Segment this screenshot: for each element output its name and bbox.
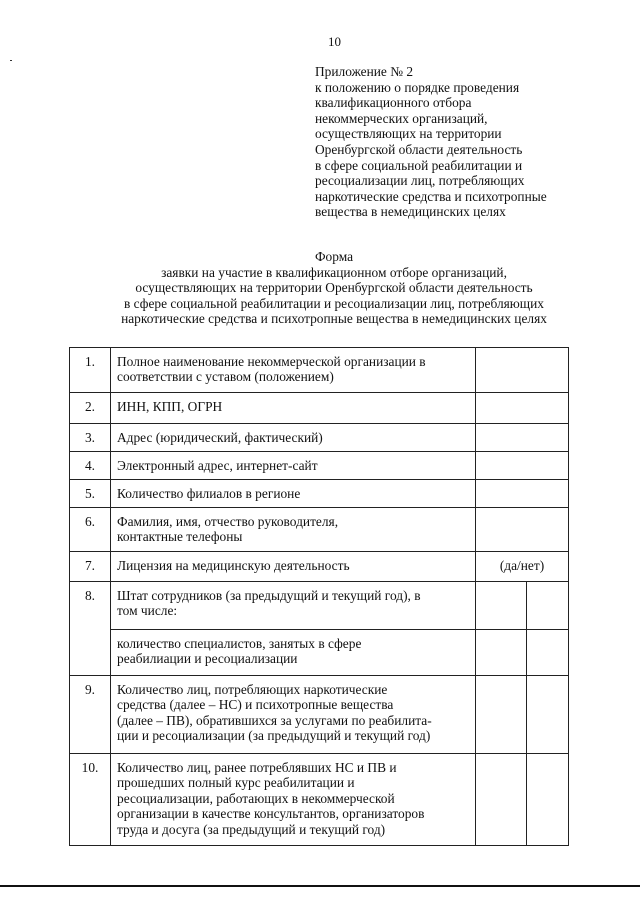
appendix-line: вещества в немедицинских целях: [315, 204, 506, 220]
row-text-line: Количество филиалов в регионе: [117, 486, 301, 501]
previous-year-cell[interactable]: [476, 754, 527, 846]
answer-cell[interactable]: [476, 348, 569, 393]
row-description: [111, 424, 476, 452]
form-heading-line: наркотические средства и психотропные вещества в немедицинских целях: [121, 311, 547, 327]
row-text-line: контактные телефоны: [117, 529, 243, 545]
table-row: [70, 424, 569, 452]
page-number: 10: [328, 34, 341, 49]
row-text-line: ресоциализации, работающих в некоммерческой: [117, 790, 395, 806]
table-row: [70, 754, 569, 846]
row-description: [111, 552, 476, 582]
row-text-line: прошедших полный курс реабилитации и: [117, 775, 355, 791]
appendix-line: Приложение № 2: [315, 64, 414, 79]
row-number: 9.: [70, 676, 111, 754]
form-heading: [60, 249, 608, 327]
row-number: 2.: [70, 393, 111, 424]
form-heading-line: в сфере социальной реабилитации и ресоциализации лиц, потребляющих: [124, 295, 544, 311]
license-yes-no-cell[interactable]: (да/нет): [476, 552, 569, 582]
row-text-line: Электронный адрес, интернет-сайт: [117, 458, 318, 473]
table-row: [70, 676, 569, 754]
row-text-line: (далее – ПВ), обратившихся за услугами по реабилита-: [117, 712, 432, 728]
table-row: [70, 393, 569, 424]
appendix-line: к положению о порядке проведения: [315, 79, 520, 95]
row-text-line: ции и ресоциализации (за предыдущий и текущий год): [117, 728, 431, 744]
row-text-line: Полное наименование некоммерческой организации в: [117, 354, 426, 369]
form-heading-line: заявки на участие в квалификационном отборе организаций,: [161, 264, 507, 280]
row-text-line: труда и досуга (за предыдущий и текущий год): [117, 821, 386, 837]
row-description: [111, 508, 476, 552]
row-text-line: Штат сотрудников (за предыдущий и текущий год), в: [117, 588, 421, 603]
row-text-line: количество специалистов, занятых в сфере: [117, 636, 362, 651]
table-row: [70, 480, 569, 508]
current-year-cell[interactable]: [527, 630, 569, 676]
row-number: 3.: [70, 424, 111, 452]
row-description: [111, 393, 476, 424]
row-description: [111, 480, 476, 508]
row-description: [111, 452, 476, 480]
table-row: [70, 582, 569, 630]
row-number: 8.: [70, 582, 111, 676]
form-title: Форма: [314, 249, 354, 264]
row-number: 4.: [70, 452, 111, 480]
appendix-line: Оренбургской области деятельность: [315, 141, 523, 157]
row-number: 5.: [70, 480, 111, 508]
row-text-line: Лицензия на медицинскую деятельность: [117, 558, 350, 573]
row-text-line: Фамилия, имя, отчество руководителя,: [117, 514, 339, 529]
row-text-line: реабилиации и ресоциализации: [117, 651, 298, 667]
row-description: [111, 348, 476, 393]
form-heading-line: осуществляющих на территории Оренбургской области деятельность: [135, 280, 533, 296]
row-description: [111, 676, 476, 754]
current-year-cell[interactable]: [527, 754, 569, 846]
appendix-line: квалификационного отбора: [315, 95, 472, 111]
scan-speck: [10, 60, 12, 61]
answer-cell[interactable]: [476, 508, 569, 552]
previous-year-cell[interactable]: [476, 676, 527, 754]
answer-cell[interactable]: [476, 480, 569, 508]
appendix-line: в сфере социальной реабилитации и: [315, 157, 523, 173]
appendix-line: осуществляющих на территории: [315, 126, 502, 142]
row-text-line: ИНН, КПП, ОГРН: [117, 399, 223, 414]
appendix-line: некоммерческих организаций,: [315, 110, 488, 126]
appendix-line: наркотические средства и психотропные: [315, 188, 547, 204]
row-text-line: организации в качестве консультантов, организаторов: [117, 806, 425, 822]
row-description: [111, 630, 476, 676]
row-number: 7.: [70, 552, 111, 582]
row-text-line: Количество лиц, ранее потреблявших НС и ПВ и: [117, 760, 397, 775]
scan-bottom-edge: [0, 885, 640, 887]
row-number: 10.: [70, 754, 111, 846]
row-text-line: средства (далее – НС) и психотропные вещества: [117, 697, 394, 713]
previous-year-cell[interactable]: [476, 582, 527, 630]
previous-year-cell[interactable]: [476, 630, 527, 676]
answer-cell[interactable]: [476, 424, 569, 452]
table-row: [70, 452, 569, 480]
table-row: [70, 508, 569, 552]
current-year-cell[interactable]: [527, 582, 569, 630]
table-row: [70, 348, 569, 393]
appendix-header: [315, 64, 615, 220]
table-row: [70, 630, 569, 676]
answer-cell[interactable]: [476, 452, 569, 480]
row-text-line: том числе:: [117, 603, 178, 619]
row-text-line: Адрес (юридический, фактический): [117, 430, 323, 445]
answer-cell[interactable]: [476, 393, 569, 424]
row-text-line: Количество лиц, потребляющих наркотические: [117, 682, 388, 697]
appendix-line: ресоциализации лиц, потребляющих: [315, 173, 525, 189]
row-number: 1.: [70, 348, 111, 393]
row-text-line: соответствии с уставом (положением): [117, 369, 334, 385]
row-number: 6.: [70, 508, 111, 552]
table-row: [70, 552, 569, 582]
row-description: [111, 754, 476, 846]
application-form-table: [69, 347, 569, 846]
current-year-cell[interactable]: [527, 676, 569, 754]
row-description: [111, 582, 476, 630]
